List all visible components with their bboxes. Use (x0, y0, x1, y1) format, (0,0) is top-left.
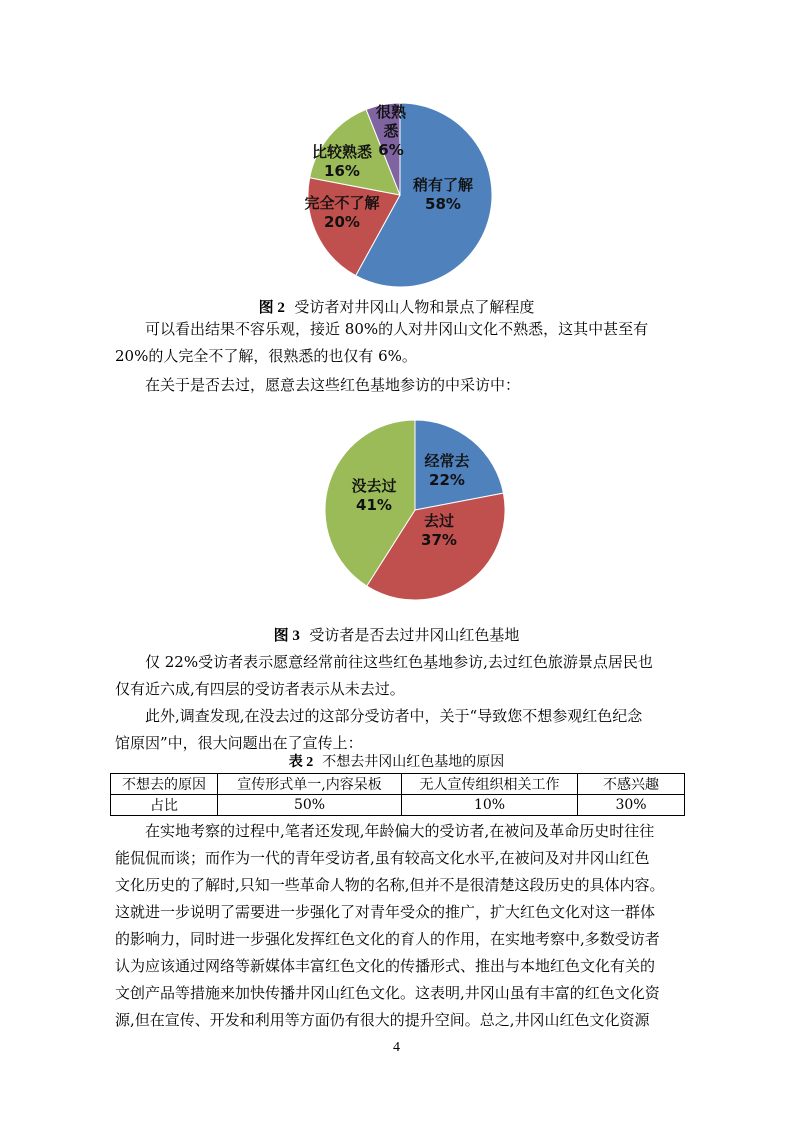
table-cell: 不感兴趣 (578, 774, 685, 795)
pie-label-line: 完全不了解 (304, 194, 380, 212)
table-row (111, 795, 685, 816)
table-cell: 占比 (111, 795, 218, 816)
figure-3-caption (0, 624, 793, 645)
table-cell: 不想去的原因 (111, 774, 218, 795)
pie-slice-label (421, 512, 457, 549)
text-line: 可以看出结果不容乐观，接近 80%的人对井冈山文化不熟悉，这其中甚至有 (145, 320, 649, 338)
text-line: 认为应该通过网络等新媒体丰富红色文化的传播形式、推出与本地红色文化有关的 (115, 957, 656, 975)
table-cell: 宣传形式单一,内容呆板 (218, 774, 402, 795)
pie-chart-fig2 (300, 95, 500, 295)
text-line: 仅有近六成,有四层的受访者表示从未去过。 (115, 680, 405, 698)
pie-label-line: 没去过 (351, 477, 397, 495)
pie-label-line: 22% (429, 471, 465, 489)
pie-label-line: 稍有了解 (412, 176, 474, 194)
figure-2-caption-text: 受访者对井冈山人物和景点了解程度 (294, 298, 535, 316)
table-2-caption-text: 不想去井冈山红色基地的原因 (322, 754, 505, 770)
pie-label-line: 悉 (383, 122, 399, 140)
text-line: 文创产品等措施来加快传播井冈山红色文化。这表明,井冈山虽有丰富的红色文化资 (115, 984, 660, 1002)
pie-slice-label (351, 477, 396, 514)
text-line: 在关于是否去过，愿意去这些红色基地参访的中采访中： (145, 376, 521, 394)
paragraph-1 (115, 316, 683, 370)
figure-2-label: 图 2 (258, 300, 285, 316)
pie-label-line: 经常去 (424, 452, 470, 470)
text-line: 文化历史的了解时,只知一些革命人物的名称,但并不是很清楚这段历史的具体内容。 (115, 876, 665, 894)
table-cell: 10% (402, 795, 578, 816)
text-line: 仅 22%受访者表示愿意经常前往这些红色基地参访,去过红色旅游景点居民也 (145, 653, 653, 671)
figure-3-caption-text: 受访者是否去过井冈山红色基地 (309, 626, 520, 644)
paragraph-2 (115, 372, 683, 399)
text-line: 此外,调查发现,在没去过的这部分受访者中，关于“导致您不想参观红色纪念 (145, 707, 643, 725)
pie-label-line: 37% (421, 531, 457, 549)
pie-label-line: 41% (356, 496, 392, 514)
pie-chart-fig3 (321, 416, 509, 604)
figure-2-caption (0, 296, 793, 317)
text-line: 20%的人完全不了解，很熟悉的也仅有 6%。 (115, 347, 417, 365)
paragraph-3 (115, 649, 683, 703)
pie-label-line: 比较熟悉 (311, 143, 373, 161)
table-header-row (111, 774, 685, 795)
table-2-label: 表 2 (288, 755, 314, 770)
paragraph-5 (115, 818, 683, 1034)
paragraph-4 (115, 703, 683, 757)
figure-3-label: 图 3 (273, 628, 300, 644)
pie-slice-label (424, 452, 469, 489)
pie-label-line: 很熟 (375, 103, 407, 121)
page-number: 4 (393, 1040, 400, 1055)
text-line: 馆原因”中，很大问题出在了宣传上： (115, 734, 363, 752)
pie-label-line: 58% (425, 195, 461, 213)
table-cell: 50% (218, 795, 402, 816)
pie-label-line: 6% (378, 141, 404, 159)
text-line: 源,但在宣传、开发和利用等方面仍有很大的提升空间。总之,井冈山红色文化资源 (115, 1011, 650, 1029)
text-line: 在实地考察的过程中,笔者还发现,年龄偏大的受访者,在被问及革命历史时往往 (145, 822, 655, 840)
table-2-caption (0, 751, 793, 771)
pie-label-line: 去过 (423, 512, 455, 530)
text-line: 能侃侃而谈；而作为一代的青年受访者,虽有较高文化水平,在被问及对井冈山红色 (115, 849, 650, 867)
text-line: 的影响力，同时进一步强化发挥红色文化的育人的作用，在实地考察中,多数受访者 (115, 930, 660, 948)
text-line: 这就进一步说明了需要进一步强化了对青年受众的推广，扩大红色文化对这一群体 (115, 903, 656, 921)
reasons-table (110, 773, 685, 816)
table-cell: 30% (578, 795, 685, 816)
pie-label-line: 20% (324, 213, 360, 231)
table-cell: 无人宣传组织相关工作 (402, 774, 578, 795)
pie-label-line: 16% (324, 162, 360, 180)
